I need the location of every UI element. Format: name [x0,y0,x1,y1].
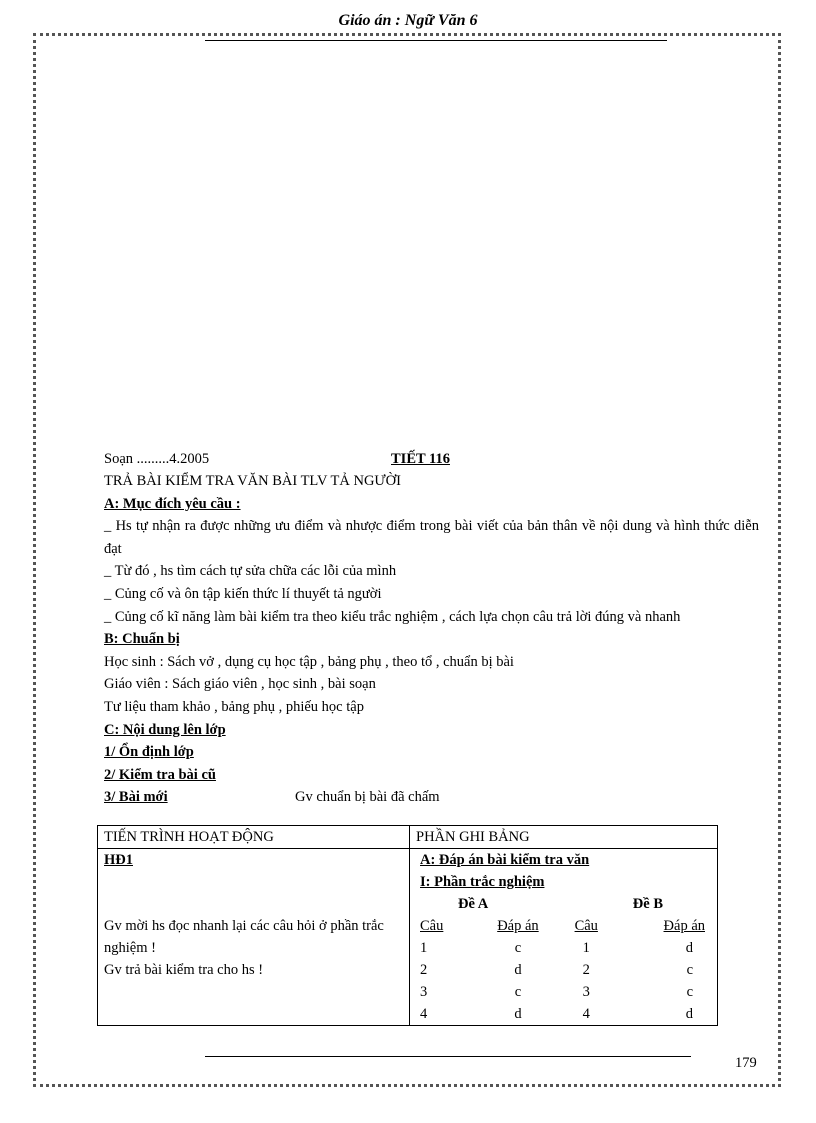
header-title: Giáo án : Ngữ Văn 6 [338,12,478,29]
answer-heading: A: Đáp án bài kiểm tra văn [420,852,590,868]
tiet-number: TIẾT 116 [391,451,450,467]
step-3: 3/ Bài mới [104,789,168,806]
section-c-heading: C: Nội dung lên lớp [104,721,226,738]
table-row [98,849,718,1026]
b-ans: c [686,962,693,978]
b-q: 1 [582,940,590,956]
a-q: 2 [420,962,428,978]
answer-row [414,981,711,1003]
a-ans: c [514,984,522,1000]
lesson-content [104,448,759,808]
a-ans: d [514,1006,522,1022]
col-cau-b: Câu [574,918,598,934]
col-dapan-a: Đáp án [497,918,539,934]
b-q: 4 [582,1006,590,1022]
answer-row [414,937,711,959]
hd1-label: HĐ1 [104,852,133,868]
section-a-item: _ Từ đó , hs tìm cách tự sửa chữa các lỗi của mình [104,563,397,580]
b-ans: c [686,984,693,1000]
b-ans: d [685,940,693,956]
col-cau-a: Câu [420,918,444,934]
board-cell [410,849,718,1026]
soan-date: Soạn .........4.2005 [104,451,210,467]
activity-item: Gv mời hs đọc nhanh lại các câu hỏi ở phần trắc nghiệm ! [104,918,384,956]
lesson-title: TRẢ BÀI KIỂM TRA VĂN BÀI TLV TẢ NGƯỜI [104,473,401,489]
page-number: 179 [735,1055,757,1071]
section-b-heading: B: Chuẩn bị [104,631,180,648]
section-a-item: _ Củng cố và ôn tập kiến thức lí thuyết tả người [104,585,382,602]
activity-item: Gv trả bài kiểm tra cho hs ! [104,962,264,978]
step-3-line [104,786,759,808]
de-b-label: Đề B [632,896,663,912]
section-b-item: Học sinh : Sách vở , dụng cụ học tập , bảng phụ , theo tổ , chuẩn bị bài [104,653,514,670]
section-b-item: Giáo viên : Sách giáo viên , học sinh , bài soạn [104,676,376,693]
col-header-board: PHẦN GHI BẢNG [410,826,718,849]
answer-table [414,849,711,1025]
footer-rule [205,1056,691,1057]
answer-row [414,959,711,981]
a-q: 1 [420,940,428,956]
part1-heading: I: Phần trắc nghiệm [420,874,545,890]
a-q: 4 [420,1006,428,1022]
a-ans: d [514,962,522,978]
a-q: 3 [420,984,428,1000]
step-1: 1/ Ổn định lớp [104,744,194,761]
a-ans: c [514,940,522,956]
b-q: 3 [582,984,590,1000]
answer-row [414,1003,711,1025]
table-header-row [98,826,718,849]
step-2: 2/ Kiểm tra bài cũ [104,766,216,783]
activity-cell [98,849,410,1026]
section-a-item: _ Củng cố kĩ năng làm bài kiểm tra theo kiểu trắc nghiệm , cách lựa chọn câu trả lời đúng và nhanh [104,608,681,625]
de-a-label: Đề A [458,896,489,912]
step-3-note: Gv chuẩn bị bài đã chấm [295,789,440,806]
b-ans: d [685,1006,693,1022]
col-header-activity: TIẾN TRÌNH HOẠT ĐỘNG [98,826,410,849]
b-q: 2 [582,962,590,978]
lesson-table [97,825,718,1026]
section-b-item: Tư liệu tham khảo , bảng phụ , phiếu học tập [104,698,364,715]
section-a-item: _ Hs tự nhận ra được những ưu điểm và nhược điểm trong bài viết của bản thân về nội dung và hình thức diễn đạt [104,518,759,557]
section-a-heading: A: Mục đích yêu cầu : [104,495,241,512]
meta-line [104,448,759,470]
header-rule [205,40,667,41]
col-dapan-b: Đáp án [663,918,705,934]
